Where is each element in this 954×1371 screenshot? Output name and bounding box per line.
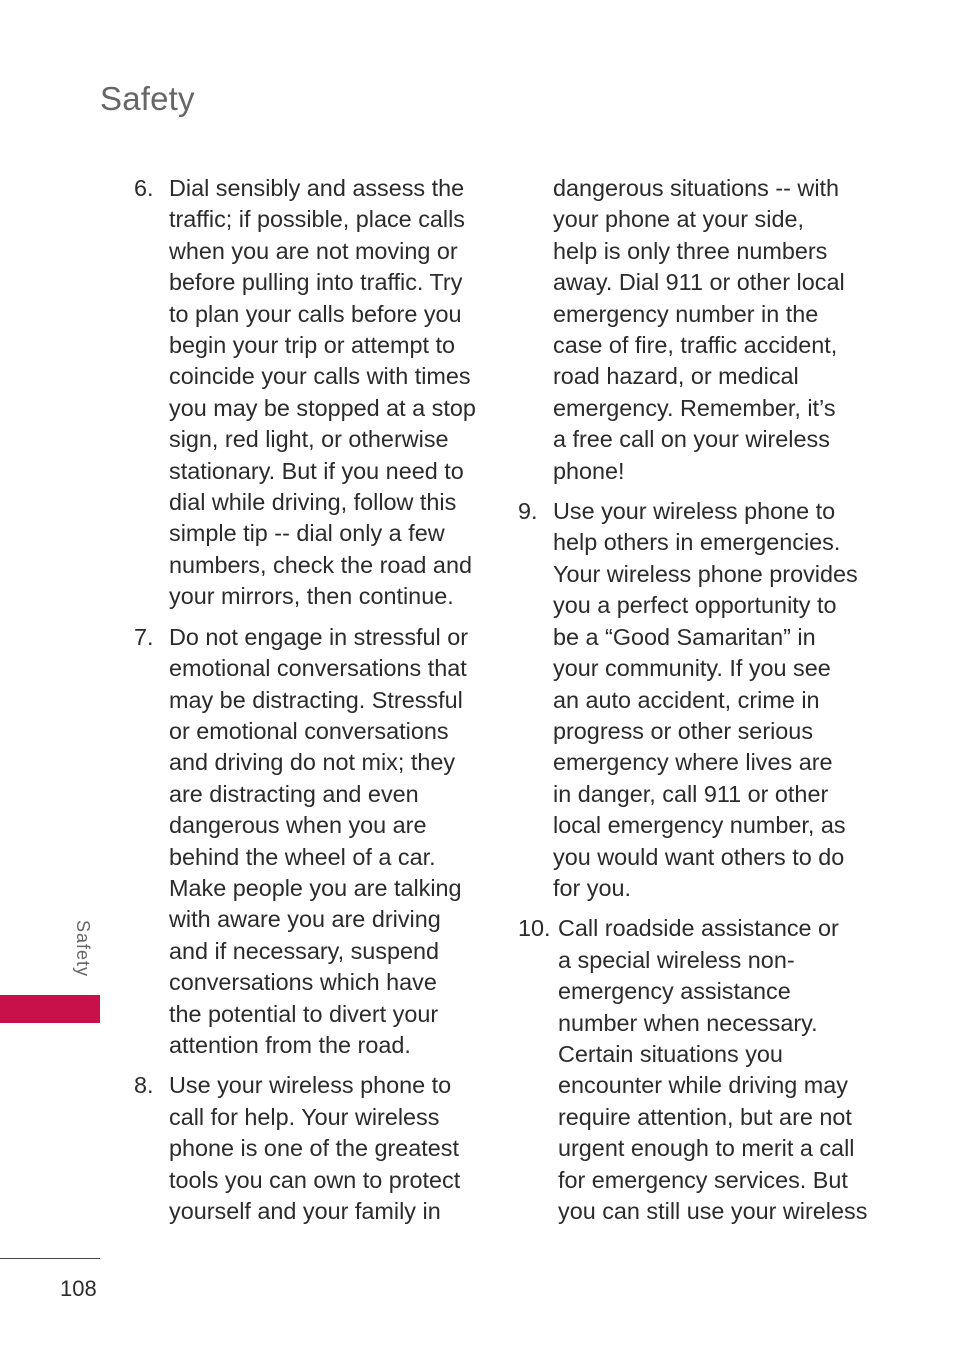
text-line: an auto accident, crime in [553, 686, 820, 713]
text-line: for you. [553, 874, 632, 901]
list-item-10 [518, 913, 878, 1227]
text-line: or emotional conversations [169, 717, 449, 744]
text-line: progress or other serious [553, 717, 814, 744]
text-line: conversations which have [169, 969, 437, 996]
text-line: emergency. Remember, it’s [553, 394, 836, 421]
text-line: road hazard, or medical [553, 363, 799, 390]
text-line: Call roadside assistance or [558, 915, 839, 942]
text-line: emergency assistance [558, 978, 791, 1005]
list-item-9 [518, 496, 878, 904]
item-text [553, 496, 878, 904]
text-line: phone! [553, 457, 625, 484]
text-line: yourself and your family in [169, 1198, 441, 1224]
text-line: numbers, check the road and [169, 551, 472, 578]
text-line: help others in emergencies. [553, 529, 841, 556]
text-line: help is only three numbers [553, 237, 828, 264]
text-line: when you are not moving or [169, 237, 458, 264]
text-line: your phone at your side, [553, 206, 804, 233]
item-text [558, 913, 878, 1227]
text-line: Do not engage in stressful or [169, 623, 469, 650]
text-line: traffic; if possible, place calls [169, 206, 465, 233]
text-line: you a perfect opportunity to [553, 592, 837, 619]
text-line: a free call on your wireless [553, 426, 830, 453]
list-item-8 [134, 1070, 484, 1227]
item-text [169, 1070, 484, 1227]
right-column [518, 173, 878, 1236]
text-line: case of fire, traffic accident, [553, 332, 838, 359]
item-text [169, 173, 484, 613]
text-line: require attention, but are not [558, 1103, 852, 1130]
text-line: simple tip -- dial only a few [169, 520, 445, 547]
text-line: Make people you are talking [169, 874, 462, 901]
text-line: your mirrors, then continue. [169, 583, 454, 610]
text-line: dangerous situations -- with [553, 175, 840, 201]
text-line: encounter while driving may [558, 1072, 848, 1099]
text-line: urgent enough to merit a call [558, 1135, 855, 1162]
text-line: to plan your calls before you [169, 300, 462, 327]
text-line: Certain situations you [558, 1040, 783, 1067]
item-number: 8. [134, 1072, 154, 1099]
text-line: you may be stopped at a stop [169, 394, 476, 421]
text-line: attention from the road. [169, 1031, 411, 1058]
side-tab-marker [0, 995, 100, 1023]
text-line: Use your wireless phone to [553, 498, 836, 525]
list-item-6 [134, 173, 484, 613]
text-line: tools you can own to protect [169, 1166, 461, 1193]
text-line: may be distracting. Stressful [169, 686, 463, 713]
text-line: number when necessary. [558, 1009, 818, 1036]
text-line: phone is one of the greatest [169, 1135, 459, 1162]
text-line: begin your trip or attempt to [169, 332, 456, 359]
text-line: Your wireless phone provides [553, 560, 858, 587]
text-line: in danger, call 911 or other [553, 780, 829, 807]
list-item-8-continuation [518, 173, 878, 487]
page-title: Safety [100, 80, 195, 117]
page-number: 108 [60, 1276, 97, 1301]
text-line: your community. If you see [553, 655, 831, 682]
side-tab-label: Safety [73, 920, 93, 978]
left-column [134, 173, 484, 1236]
text-line: a special wireless non- [558, 946, 795, 973]
item-number: 9. [518, 498, 538, 525]
text-line: for emergency services. But [558, 1166, 848, 1193]
item-number: 7. [134, 623, 154, 650]
text-line: emotional conversations that [169, 655, 467, 682]
text-line: before pulling into traffic. Try [169, 269, 463, 296]
text-line: dial while driving, follow this [169, 489, 457, 516]
text-line: emergency where lives are [553, 749, 833, 776]
text-line: behind the wheel of a car. [169, 843, 436, 870]
item-text [169, 622, 484, 1062]
text-line: with aware you are driving [169, 906, 441, 933]
text-line: coincide your calls with times [169, 363, 471, 390]
text-line: you would want others to do [553, 843, 845, 870]
text-line: local emergency number, as [553, 812, 846, 839]
text-line: away. Dial 911 or other local [553, 269, 845, 296]
footer-divider [0, 1258, 100, 1259]
item-number: 10. [518, 915, 551, 942]
item-number: 6. [134, 175, 154, 201]
text-line: the potential to divert your [169, 1000, 439, 1027]
text-line: stationary. But if you need to [169, 457, 464, 484]
text-line: dangerous when you are [169, 812, 427, 839]
text-line: sign, red light, or otherwise [169, 426, 449, 453]
text-line: and driving do not mix; they [169, 749, 456, 776]
text-line: are distracting and even [169, 780, 419, 807]
text-line: you can still use your wireless [558, 1198, 868, 1224]
text-line: and if necessary, suspend [169, 937, 440, 964]
text-line: Dial sensibly and assess the [169, 175, 465, 201]
text-line: Use your wireless phone to [169, 1072, 452, 1099]
text-line: emergency number in the [553, 300, 819, 327]
list-item-7 [134, 622, 484, 1062]
text-line: be a “Good Samaritan” in [553, 623, 816, 650]
text-line: call for help. Your wireless [169, 1103, 440, 1130]
